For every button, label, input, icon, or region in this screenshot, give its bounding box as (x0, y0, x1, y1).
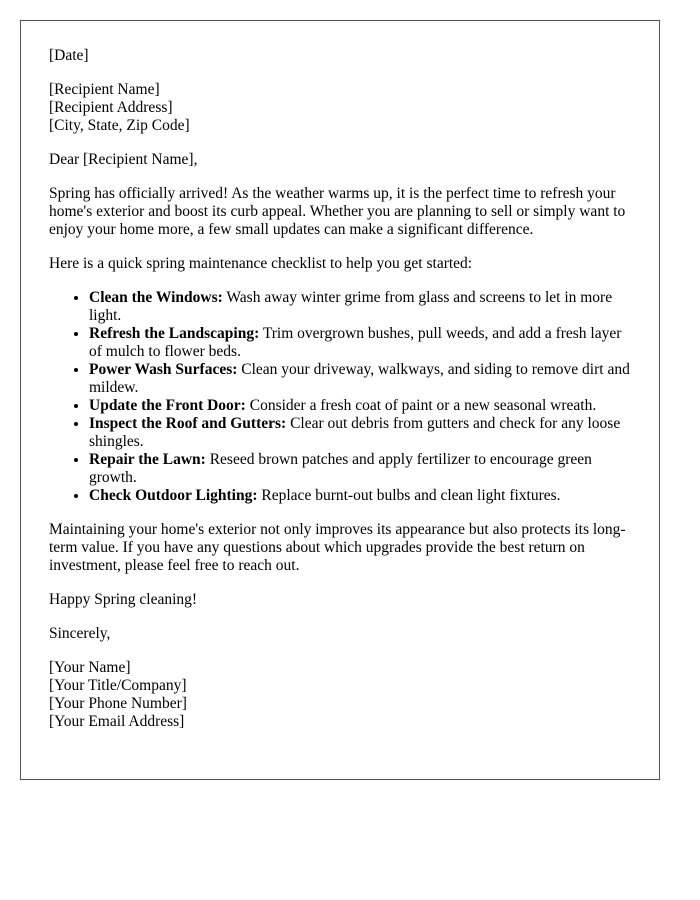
list-item-text: Trim overgrown bushes, pull weeds, and add a fresh layer of mulch to flower beds. (89, 325, 622, 360)
list-item (89, 325, 631, 361)
list-item-text: Consider a fresh coat of paint or a new seasonal wreath. (245, 397, 597, 414)
maintenance-checklist (49, 289, 631, 505)
sign-off: Happy Spring cleaning! (49, 591, 198, 608)
recipient-address: [Recipient Address] (49, 99, 173, 116)
closing: Sincerely, (49, 625, 111, 642)
checklist-intro: Here is a quick spring maintenance checklist to help you get started: (49, 255, 473, 272)
recipient-city: [City, State, Zip Code] (49, 117, 190, 134)
letter-date: [Date] (49, 47, 89, 64)
list-item-title: Check Outdoor Lighting: (89, 487, 258, 504)
list-item-text: Replace burnt-out bulbs and clean light fixtures. (257, 487, 561, 504)
list-item (89, 415, 631, 451)
list-item-title: Repair the Lawn: (89, 451, 206, 468)
list-item-title: Refresh the Landscaping: (89, 325, 260, 342)
list-item (89, 361, 631, 397)
recipient-block (49, 81, 631, 135)
list-item (89, 451, 631, 487)
list-item-text: Reseed brown patches and apply fertilizer to encourage green growth. (89, 451, 592, 486)
sender-name: [Your Name] (49, 659, 131, 676)
sender-block (49, 659, 631, 731)
salutation: Dear [Recipient Name], (49, 151, 198, 168)
closing-paragraph: Maintaining your home's exterior not only improves its appearance but also protects its long-term value. If you have any questions about which upgrades provide the best return on investment, please feel free to reach out. (49, 521, 626, 574)
list-item-text: Clean your driveway, walkways, and siding to remove dirt and mildew. (89, 361, 630, 396)
sender-title: [Your Title/Company] (49, 677, 187, 694)
list-item-title: Update the Front Door: (89, 397, 246, 414)
list-item (89, 397, 631, 415)
list-item-text: Clear out debris from gutters and check for any loose shingles. (89, 415, 621, 450)
sender-email: [Your Email Address] (49, 713, 185, 730)
letter-document (20, 20, 660, 780)
list-item (89, 289, 631, 325)
recipient-name: [Recipient Name] (49, 81, 160, 98)
list-item-text: Wash away winter grime from glass and screens to let in more light. (89, 289, 613, 324)
list-item (89, 487, 631, 505)
list-item-title: Inspect the Roof and Gutters: (89, 415, 287, 432)
intro-paragraph: Spring has officially arrived! As the weather warms up, it is the perfect time to refresh your home's exterior and boost its curb appeal. Whether you are planning to sell or simply want to enjoy your home more, a few small updates can make a significant difference. (49, 185, 626, 238)
sender-phone: [Your Phone Number] (49, 695, 187, 712)
list-item-title: Power Wash Surfaces: (89, 361, 238, 378)
list-item-title: Clean the Windows: (89, 289, 223, 306)
